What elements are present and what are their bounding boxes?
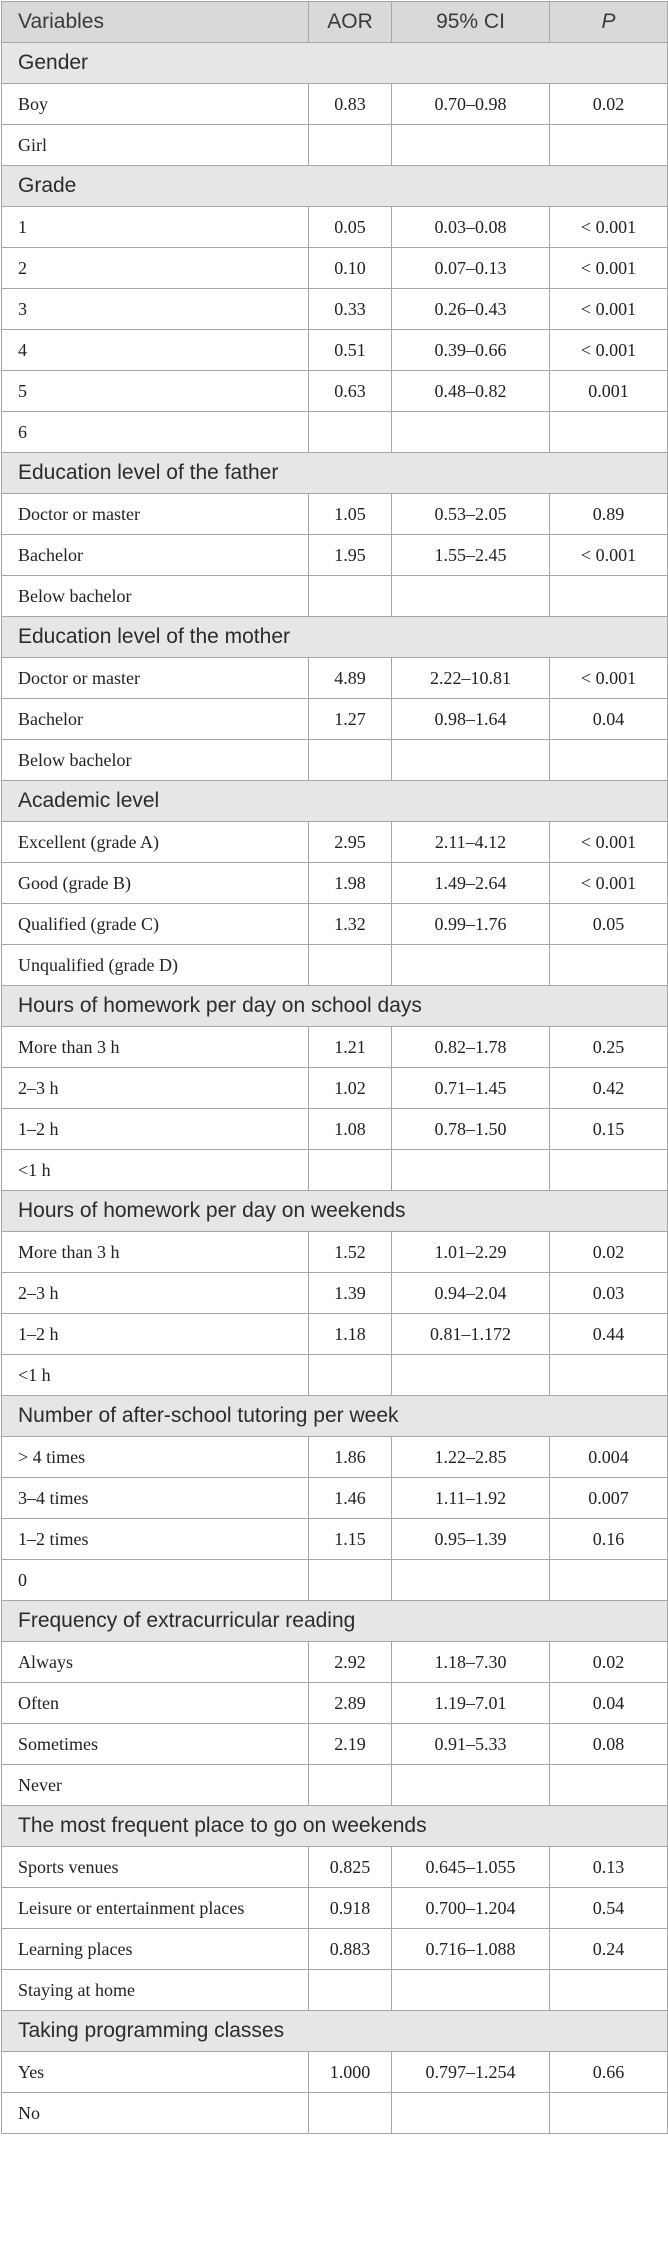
aor-cell: 4.89 [309, 658, 392, 699]
aor-cell [309, 1765, 392, 1806]
aor-cell: 1.32 [309, 904, 392, 945]
ci-cell: 0.70–0.98 [392, 84, 550, 125]
variable-cell: <1 h [2, 1355, 309, 1396]
variable-cell: 3–4 times [2, 1478, 309, 1519]
p-cell [550, 412, 668, 453]
ci-cell: 1.49–2.64 [392, 863, 550, 904]
aor-cell: 1.15 [309, 1519, 392, 1560]
p-cell: < 0.001 [550, 289, 668, 330]
results-table [1, 1, 668, 2134]
p-cell: 0.04 [550, 1683, 668, 1724]
variable-cell: Good (grade B) [2, 863, 309, 904]
aor-cell: 1.39 [309, 1273, 392, 1314]
p-cell: 0.02 [550, 1232, 668, 1273]
p-cell: < 0.001 [550, 207, 668, 248]
table-row [2, 1478, 668, 1519]
section-row [2, 617, 668, 658]
aor-cell: 0.918 [309, 1888, 392, 1929]
variable-cell: No [2, 2093, 309, 2134]
variable-cell: > 4 times [2, 1437, 309, 1478]
p-cell: 0.54 [550, 1888, 668, 1929]
table-row [2, 1847, 668, 1888]
ci-cell [392, 1355, 550, 1396]
ci-cell [392, 1765, 550, 1806]
aor-cell: 1.86 [309, 1437, 392, 1478]
p-cell: < 0.001 [550, 330, 668, 371]
aor-cell: 2.95 [309, 822, 392, 863]
p-cell: 0.03 [550, 1273, 668, 1314]
ci-cell: 0.716–1.088 [392, 1929, 550, 1970]
table-row [2, 863, 668, 904]
section-label: Education level of the mother [2, 617, 668, 658]
table-row [2, 1724, 668, 1765]
aor-cell [309, 1970, 392, 2011]
p-cell: 0.02 [550, 84, 668, 125]
table-row [2, 904, 668, 945]
section-label: Number of after-school tutoring per week [2, 1396, 668, 1437]
p-cell [550, 125, 668, 166]
aor-cell: 1.18 [309, 1314, 392, 1355]
aor-cell: 2.92 [309, 1642, 392, 1683]
ci-cell: 0.82–1.78 [392, 1027, 550, 1068]
p-cell: 0.25 [550, 1027, 668, 1068]
ci-cell [392, 1970, 550, 2011]
variable-cell: 3 [2, 289, 309, 330]
p-cell [550, 1355, 668, 1396]
section-row [2, 453, 668, 494]
table-row [2, 1560, 668, 1601]
ci-cell: 0.07–0.13 [392, 248, 550, 289]
p-cell: 0.001 [550, 371, 668, 412]
p-cell: < 0.001 [550, 863, 668, 904]
aor-cell: 0.83 [309, 84, 392, 125]
table-row [2, 125, 668, 166]
variable-cell: 1–2 h [2, 1314, 309, 1355]
ci-cell [392, 576, 550, 617]
table-row [2, 207, 668, 248]
ci-cell: 1.18–7.30 [392, 1642, 550, 1683]
aor-cell [309, 2093, 392, 2134]
variable-cell: Always [2, 1642, 309, 1683]
table-row [2, 576, 668, 617]
ci-cell: 0.91–5.33 [392, 1724, 550, 1765]
variable-cell: Staying at home [2, 1970, 309, 2011]
p-cell: 0.44 [550, 1314, 668, 1355]
variable-cell: Learning places [2, 1929, 309, 1970]
table-row [2, 1273, 668, 1314]
section-row [2, 1806, 668, 1847]
variable-cell: More than 3 h [2, 1027, 309, 1068]
table-row [2, 1150, 668, 1191]
table-row [2, 248, 668, 289]
p-cell: 0.89 [550, 494, 668, 535]
aor-cell: 2.19 [309, 1724, 392, 1765]
aor-cell: 1.21 [309, 1027, 392, 1068]
ci-cell: 0.81–1.172 [392, 1314, 550, 1355]
variable-cell: Below bachelor [2, 740, 309, 781]
aor-cell: 0.825 [309, 1847, 392, 1888]
ci-cell: 0.71–1.45 [392, 1068, 550, 1109]
p-cell [550, 1970, 668, 2011]
variable-cell: Leisure or entertainment places [2, 1888, 309, 1929]
table-row [2, 412, 668, 453]
p-cell: < 0.001 [550, 248, 668, 289]
aor-cell: 1.98 [309, 863, 392, 904]
p-cell: < 0.001 [550, 822, 668, 863]
section-row [2, 43, 668, 84]
p-cell: < 0.001 [550, 535, 668, 576]
p-cell: 0.004 [550, 1437, 668, 1478]
variable-cell: Girl [2, 125, 309, 166]
aor-cell: 1.46 [309, 1478, 392, 1519]
p-cell [550, 740, 668, 781]
section-row [2, 2011, 668, 2052]
ci-cell: 0.48–0.82 [392, 371, 550, 412]
aor-cell [309, 1150, 392, 1191]
section-label: Frequency of extracurricular reading [2, 1601, 668, 1642]
variable-cell: 1–2 h [2, 1109, 309, 1150]
p-cell: 0.15 [550, 1109, 668, 1150]
table-row [2, 1888, 668, 1929]
table-row [2, 1765, 668, 1806]
aor-cell: 1.000 [309, 2052, 392, 2093]
ci-cell: 0.53–2.05 [392, 494, 550, 535]
aor-cell: 0.05 [309, 207, 392, 248]
aor-cell: 1.08 [309, 1109, 392, 1150]
ci-cell: 1.01–2.29 [392, 1232, 550, 1273]
variable-cell: Yes [2, 2052, 309, 2093]
aor-cell [309, 1355, 392, 1396]
aor-cell: 0.10 [309, 248, 392, 289]
ci-cell: 1.19–7.01 [392, 1683, 550, 1724]
variable-cell: Sports venues [2, 1847, 309, 1888]
variable-cell: Never [2, 1765, 309, 1806]
variable-cell: 5 [2, 371, 309, 412]
variable-cell: 1–2 times [2, 1519, 309, 1560]
p-cell [550, 945, 668, 986]
variable-cell: Boy [2, 84, 309, 125]
variable-cell: Often [2, 1683, 309, 1724]
table-row [2, 2052, 668, 2093]
aor-cell: 0.63 [309, 371, 392, 412]
variable-cell: Doctor or master [2, 494, 309, 535]
variable-cell: 6 [2, 412, 309, 453]
ci-cell [392, 412, 550, 453]
table-row [2, 2093, 668, 2134]
section-label: Academic level [2, 781, 668, 822]
variable-cell: Bachelor [2, 535, 309, 576]
ci-cell: 2.11–4.12 [392, 822, 550, 863]
table-row [2, 84, 668, 125]
ci-cell: 0.797–1.254 [392, 2052, 550, 2093]
variable-cell: 2–3 h [2, 1068, 309, 1109]
section-row [2, 986, 668, 1027]
header-variables: Variables [2, 2, 309, 43]
table-row [2, 1437, 668, 1478]
variable-cell: 0 [2, 1560, 309, 1601]
variable-cell: <1 h [2, 1150, 309, 1191]
ci-cell [392, 1560, 550, 1601]
table-row [2, 699, 668, 740]
aor-cell [309, 740, 392, 781]
section-label: Grade [2, 166, 668, 207]
p-cell: 0.13 [550, 1847, 668, 1888]
variable-cell: Below bachelor [2, 576, 309, 617]
aor-cell: 1.52 [309, 1232, 392, 1273]
table-row [2, 1519, 668, 1560]
aor-cell: 1.05 [309, 494, 392, 535]
table-row [2, 289, 668, 330]
table-row [2, 1314, 668, 1355]
ci-cell [392, 1150, 550, 1191]
table-row [2, 1068, 668, 1109]
table-row [2, 658, 668, 699]
ci-cell: 0.39–0.66 [392, 330, 550, 371]
ci-cell [392, 945, 550, 986]
ci-cell: 0.78–1.50 [392, 1109, 550, 1150]
header-row [2, 2, 668, 43]
variable-cell: 4 [2, 330, 309, 371]
ci-cell: 0.700–1.204 [392, 1888, 550, 1929]
ci-cell: 0.03–0.08 [392, 207, 550, 248]
table-row [2, 535, 668, 576]
ci-cell [392, 125, 550, 166]
table-row [2, 1970, 668, 2011]
p-cell: 0.16 [550, 1519, 668, 1560]
aor-cell: 1.95 [309, 535, 392, 576]
table-row [2, 1929, 668, 1970]
p-cell: 0.42 [550, 1068, 668, 1109]
ci-cell: 0.94–2.04 [392, 1273, 550, 1314]
aor-cell [309, 125, 392, 166]
header-ci: 95% CI [392, 2, 550, 43]
table-row [2, 1109, 668, 1150]
variable-cell: 2–3 h [2, 1273, 309, 1314]
table-row [2, 822, 668, 863]
header-aor: AOR [309, 2, 392, 43]
p-cell: 0.08 [550, 1724, 668, 1765]
section-label: Hours of homework per day on school days [2, 986, 668, 1027]
section-row [2, 1601, 668, 1642]
p-cell [550, 2093, 668, 2134]
ci-cell: 0.95–1.39 [392, 1519, 550, 1560]
aor-cell: 2.89 [309, 1683, 392, 1724]
ci-cell: 0.645–1.055 [392, 1847, 550, 1888]
ci-cell: 2.22–10.81 [392, 658, 550, 699]
table-row [2, 330, 668, 371]
section-label: The most frequent place to go on weekends [2, 1806, 668, 1847]
variable-cell: Unqualified (grade D) [2, 945, 309, 986]
variable-cell: Sometimes [2, 1724, 309, 1765]
p-cell [550, 1765, 668, 1806]
table-body [2, 43, 668, 2134]
aor-cell: 1.27 [309, 699, 392, 740]
p-cell: < 0.001 [550, 658, 668, 699]
ci-cell: 0.98–1.64 [392, 699, 550, 740]
ci-cell: 1.11–1.92 [392, 1478, 550, 1519]
ci-cell: 0.26–0.43 [392, 289, 550, 330]
section-row [2, 1191, 668, 1232]
section-row [2, 1396, 668, 1437]
table-row [2, 945, 668, 986]
p-cell: 0.24 [550, 1929, 668, 1970]
p-cell [550, 1150, 668, 1191]
p-cell: 0.04 [550, 699, 668, 740]
aor-cell: 0.33 [309, 289, 392, 330]
table-row [2, 1642, 668, 1683]
table-row [2, 740, 668, 781]
section-label: Education level of the father [2, 453, 668, 494]
aor-cell: 1.02 [309, 1068, 392, 1109]
variable-cell: Bachelor [2, 699, 309, 740]
table-row [2, 1027, 668, 1068]
table-row [2, 494, 668, 535]
p-cell [550, 576, 668, 617]
table-row [2, 1355, 668, 1396]
section-row [2, 166, 668, 207]
variable-cell: Doctor or master [2, 658, 309, 699]
section-row [2, 781, 668, 822]
table-row [2, 1232, 668, 1273]
table-row [2, 371, 668, 412]
aor-cell [309, 576, 392, 617]
aor-cell [309, 945, 392, 986]
variable-cell: 2 [2, 248, 309, 289]
section-label: Hours of homework per day on weekends [2, 1191, 668, 1232]
variable-cell: Qualified (grade C) [2, 904, 309, 945]
ci-cell: 0.99–1.76 [392, 904, 550, 945]
header-p: P [550, 2, 668, 43]
aor-cell: 0.883 [309, 1929, 392, 1970]
p-cell: 0.05 [550, 904, 668, 945]
p-cell: 0.007 [550, 1478, 668, 1519]
ci-cell: 1.22–2.85 [392, 1437, 550, 1478]
variable-cell: More than 3 h [2, 1232, 309, 1273]
ci-cell: 1.55–2.45 [392, 535, 550, 576]
ci-cell [392, 740, 550, 781]
variable-cell: Excellent (grade A) [2, 822, 309, 863]
p-cell: 0.66 [550, 2052, 668, 2093]
ci-cell [392, 2093, 550, 2134]
p-cell: 0.02 [550, 1642, 668, 1683]
aor-cell [309, 412, 392, 453]
section-label: Gender [2, 43, 668, 84]
table-row [2, 1683, 668, 1724]
variable-cell: 1 [2, 207, 309, 248]
aor-cell: 0.51 [309, 330, 392, 371]
aor-cell [309, 1560, 392, 1601]
section-label: Taking programming classes [2, 2011, 668, 2052]
p-cell [550, 1560, 668, 1601]
